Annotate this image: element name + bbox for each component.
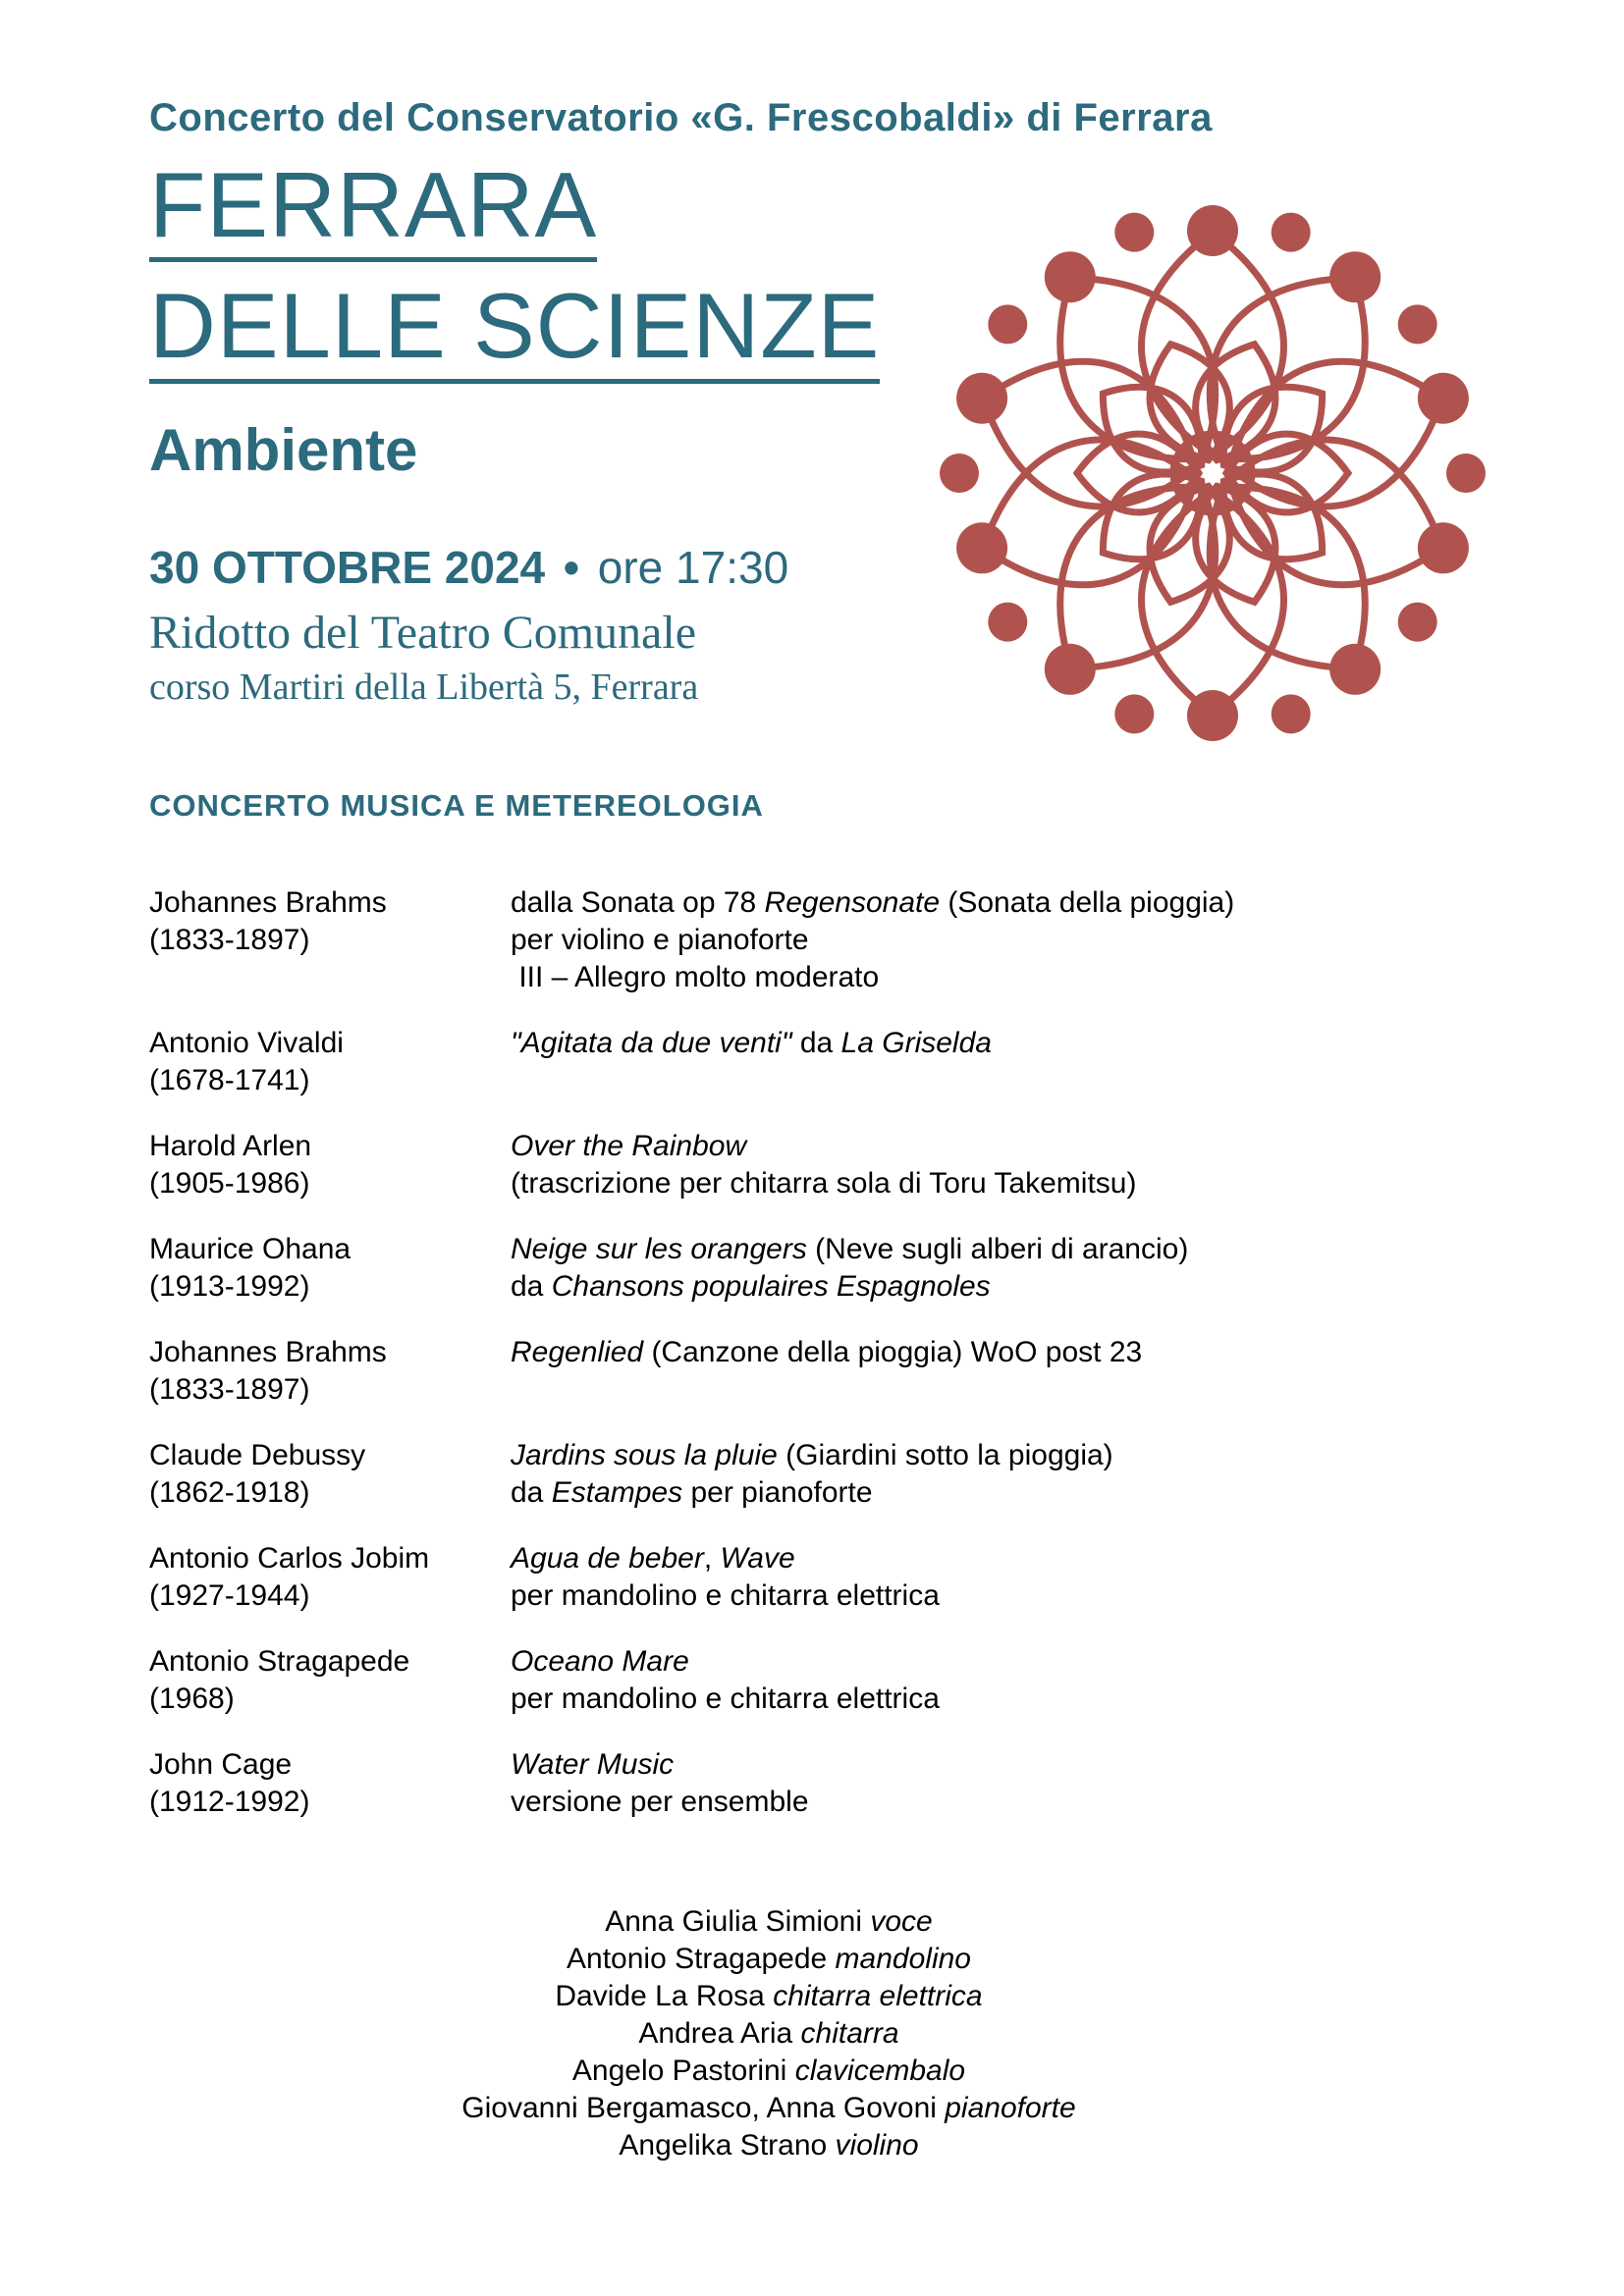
performer-instrument: chitarra elettrica bbox=[773, 1980, 983, 2013]
piece-text: versione per ensemble bbox=[511, 1786, 809, 1819]
piece-text: per mandolino e chitarra elettrica bbox=[511, 1682, 940, 1716]
composer-name: Antonio Carlos Jobim bbox=[149, 1542, 430, 1575]
piece-text: da bbox=[511, 1476, 552, 1510]
piece-cell bbox=[511, 1540, 1485, 1615]
piece-text: (Neve sugli alberi di arancio) bbox=[806, 1233, 1189, 1266]
program-entry bbox=[149, 1746, 1485, 1821]
composer-name: Antonio Vivaldi bbox=[149, 1027, 344, 1060]
composer-dates: (1968) bbox=[149, 1682, 235, 1716]
performer-line bbox=[149, 2015, 1388, 2053]
performer-instrument: clavicembalo bbox=[794, 2055, 966, 2088]
performer-instrument: pianoforte bbox=[945, 2092, 1076, 2125]
piece-cell bbox=[511, 1643, 1485, 1718]
piece-line bbox=[511, 1681, 1485, 1718]
piece-text: (Giardini sotto la pioggia) bbox=[777, 1439, 1113, 1472]
performer-instrument: voce bbox=[870, 1905, 933, 1939]
composer-cell bbox=[149, 1540, 511, 1615]
piece-line bbox=[511, 922, 1485, 959]
piece-line bbox=[511, 1128, 1485, 1165]
piece-text: da bbox=[511, 1270, 552, 1304]
piece-text: (trascrizione per chitarra sola di Toru Takemitsu) bbox=[511, 1167, 1137, 1201]
composer-name: John Cage bbox=[149, 1748, 293, 1782]
program-entry bbox=[149, 884, 1485, 996]
piece-text: (Sonata della pioggia) bbox=[940, 886, 1235, 920]
kicker: Concerto del Conservatorio «G. Frescobaldi» di Ferrara bbox=[149, 96, 1213, 139]
composer-cell bbox=[149, 1643, 511, 1718]
composer-cell bbox=[149, 1231, 511, 1306]
composer-cell bbox=[149, 1437, 511, 1512]
piece-title: Wave bbox=[720, 1542, 795, 1575]
piece-line bbox=[511, 1784, 1485, 1821]
piece-line bbox=[511, 1165, 1485, 1202]
piece-text: , bbox=[703, 1542, 721, 1575]
piece-text: per pianoforte bbox=[682, 1476, 873, 1510]
page-title-line2: DELLE SCIENZE bbox=[149, 282, 880, 383]
piece-line bbox=[511, 884, 1485, 922]
composer-dates: (1912-1992) bbox=[149, 1786, 310, 1819]
piece-text: per violino e pianoforte bbox=[511, 924, 809, 957]
piece-title: Regensonate bbox=[764, 886, 941, 920]
piece-line bbox=[511, 1643, 1485, 1681]
piece-text: da bbox=[791, 1027, 841, 1060]
composer-cell bbox=[149, 884, 511, 996]
program-entry bbox=[149, 1643, 1485, 1718]
composer-name: Maurice Ohana bbox=[149, 1233, 352, 1266]
piece-text: III – Allegro molto moderato bbox=[511, 961, 880, 994]
main-content bbox=[149, 787, 1485, 2164]
piece-line bbox=[511, 1540, 1485, 1577]
piece-title: Chansons populaires Espagnoles bbox=[551, 1270, 991, 1304]
piece-title: La Griselda bbox=[840, 1027, 992, 1060]
piece-cell bbox=[511, 1334, 1485, 1409]
piece-line bbox=[511, 959, 1485, 996]
program-entry bbox=[149, 1540, 1485, 1615]
composer-name: Harold Arlen bbox=[149, 1130, 312, 1163]
event-time: ore 17:30 bbox=[597, 541, 789, 593]
piece-line bbox=[511, 1437, 1485, 1474]
piece-title: Regenlied bbox=[511, 1336, 644, 1369]
program-entry bbox=[149, 1334, 1485, 1409]
composer-dates: (1678-1741) bbox=[149, 1064, 310, 1097]
composer-name: Johannes Brahms bbox=[149, 1336, 387, 1369]
flower-mandala-icon bbox=[938, 198, 1488, 748]
composer-dates: (1913-1992) bbox=[149, 1270, 310, 1304]
composer-dates: (1862-1918) bbox=[149, 1476, 310, 1510]
program-entry bbox=[149, 1128, 1485, 1202]
address: corso Martiri della Libertà 5, Ferrara bbox=[149, 666, 699, 708]
bullet-separator: • bbox=[563, 541, 579, 593]
composer-dates: (1905-1986) bbox=[149, 1167, 310, 1201]
performer-instrument: mandolino bbox=[835, 1943, 971, 1976]
piece-title: Agua de beber bbox=[511, 1542, 704, 1575]
piece-title: Oceano Mare bbox=[511, 1645, 689, 1679]
composer-cell bbox=[149, 1334, 511, 1409]
piece-text: per mandolino e chitarra elettrica bbox=[511, 1579, 940, 1613]
performer-line bbox=[149, 1903, 1388, 1941]
performer-line bbox=[149, 1978, 1388, 2015]
performer-name: Anna Giulia Simioni bbox=[605, 1905, 871, 1939]
performer-name: Andrea Aria bbox=[638, 2017, 801, 2051]
performer-name: Antonio Stragapede bbox=[567, 1943, 836, 1976]
composer-cell bbox=[149, 1746, 511, 1821]
event-date: 30 OTTOBRE 2024 bbox=[149, 541, 546, 593]
piece-line bbox=[511, 1746, 1485, 1784]
performers-list bbox=[149, 1903, 1388, 2164]
piece-cell bbox=[511, 1746, 1485, 1821]
composer-name: Claude Debussy bbox=[149, 1439, 366, 1472]
piece-text: dalla Sonata op 78 bbox=[511, 886, 765, 920]
piece-title: Over the Rainbow bbox=[511, 1130, 747, 1163]
piece-title: "Agitata da due venti" bbox=[511, 1027, 792, 1060]
piece-cell bbox=[511, 1231, 1485, 1306]
performer-line bbox=[149, 2127, 1388, 2164]
composer-cell bbox=[149, 1025, 511, 1099]
piece-cell bbox=[511, 884, 1485, 996]
composer-dates: (1833-1897) bbox=[149, 1373, 310, 1407]
venue: Ridotto del Teatro Comunale bbox=[149, 607, 696, 660]
performer-name: Davide La Rosa bbox=[555, 1980, 774, 2013]
piece-cell bbox=[511, 1128, 1485, 1202]
program-list bbox=[149, 884, 1485, 1821]
page-title-line1: FERRARA bbox=[149, 161, 597, 262]
piece-line bbox=[511, 1025, 1485, 1062]
performer-line bbox=[149, 2053, 1388, 2090]
piece-title: Estampes bbox=[551, 1476, 683, 1510]
performer-name: Giovanni Bergamasco, Anna Govoni bbox=[461, 2092, 946, 2125]
flower-logo bbox=[938, 198, 1488, 748]
program-entry bbox=[149, 1025, 1485, 1099]
piece-line bbox=[511, 1474, 1485, 1512]
performer-name: Angelo Pastorini bbox=[571, 2055, 795, 2088]
composer-dates: (1927-1944) bbox=[149, 1579, 310, 1613]
piece-line bbox=[511, 1577, 1485, 1615]
performer-instrument: violino bbox=[835, 2129, 919, 2163]
composer-dates: (1833-1897) bbox=[149, 924, 310, 957]
composer-name: Antonio Stragapede bbox=[149, 1645, 410, 1679]
piece-line bbox=[511, 1334, 1485, 1371]
performer-line bbox=[149, 1941, 1388, 1978]
piece-cell bbox=[511, 1437, 1485, 1512]
composer-cell bbox=[149, 1128, 511, 1202]
piece-title: Water Music bbox=[511, 1748, 675, 1782]
piece-title: Neige sur les orangers bbox=[511, 1233, 807, 1266]
performer-instrument: chitarra bbox=[800, 2017, 899, 2051]
piece-line bbox=[511, 1268, 1485, 1306]
piece-line bbox=[511, 1231, 1485, 1268]
section-title: CONCERTO MUSICA E METEREOLOGIA bbox=[149, 788, 764, 823]
piece-text: (Canzone della pioggia) WoO post 23 bbox=[643, 1336, 1143, 1369]
composer-name: Johannes Brahms bbox=[149, 886, 387, 920]
program-entry bbox=[149, 1437, 1485, 1512]
subtitle: Ambiente bbox=[149, 416, 418, 483]
performer-line bbox=[149, 2090, 1388, 2127]
performer-name: Angelika Strano bbox=[619, 2129, 836, 2163]
program-entry bbox=[149, 1231, 1485, 1306]
piece-cell bbox=[511, 1025, 1485, 1099]
piece-title: Jardins sous la pluie bbox=[511, 1439, 778, 1472]
